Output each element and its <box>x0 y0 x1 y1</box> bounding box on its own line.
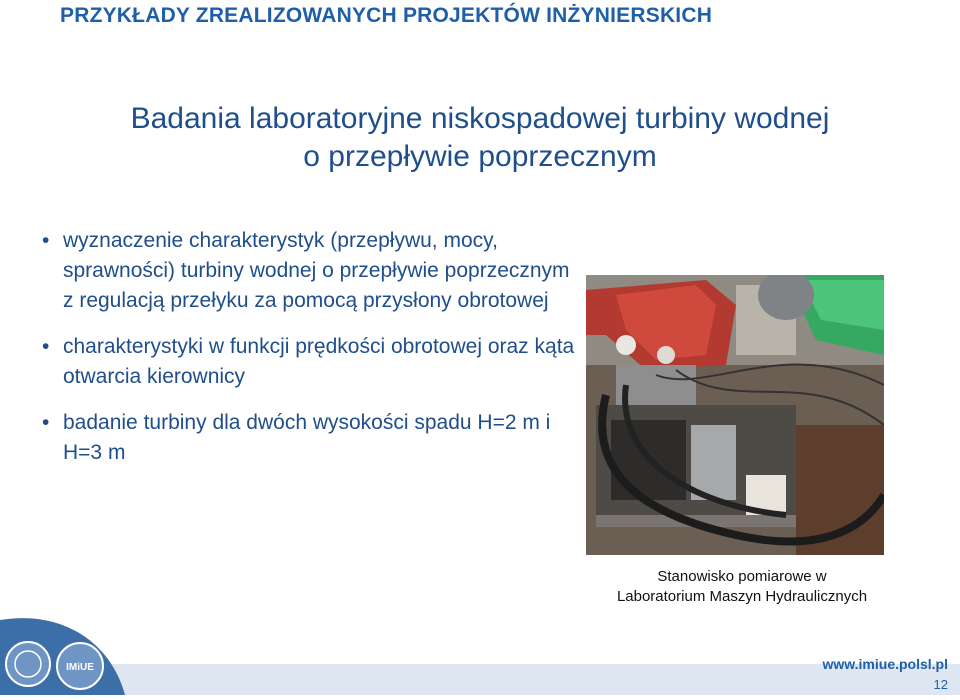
university-seal-icon <box>6 642 50 686</box>
page-number: 12 <box>933 677 948 692</box>
slide-title-line2: o przepływie poprzecznym <box>303 140 657 173</box>
bullet-text: badanie turbiny dla dwóch wysokości spadu H=2 m i H=3 m <box>63 411 551 464</box>
footer-url-link[interactable]: www.imiue.polsl.pl <box>822 656 948 672</box>
bullet-item <box>42 226 582 316</box>
bullet-dot: • <box>42 335 50 358</box>
test-stand-photo <box>586 275 884 555</box>
slide-title-line1: Badania laboratoryjne niskospadowej turbiny wodnej <box>130 102 830 135</box>
bullet-text: wyznaczenie charakterystyk (przepływu, mocy, sprawności) turbiny wodnej o przepływie poprzecznym z regulacją przełyku za pomocą przysłony obrotowej <box>63 229 570 312</box>
institute-logo-text: IMiUE <box>66 662 94 673</box>
bullet-list <box>42 226 582 484</box>
slide-header: PRZYKŁADY ZREALIZOWANYCH PROJEKTÓW INŻYNIERSKICH <box>60 4 713 27</box>
bullet-text: charakterystyki w funkcji prędkości obrotowej oraz kąta otwarcia kierownicy <box>63 335 575 388</box>
photo-caption-line1: Stanowisko pomiarowe w <box>657 568 827 585</box>
bullet-dot: • <box>42 411 50 434</box>
bullet-dot: • <box>42 229 50 252</box>
bullet-item <box>42 332 582 392</box>
footer-logos <box>0 600 200 695</box>
bullet-item <box>42 408 582 468</box>
photo-caption-line2: Laboratorium Maszyn Hydraulicznych <box>616 588 868 605</box>
